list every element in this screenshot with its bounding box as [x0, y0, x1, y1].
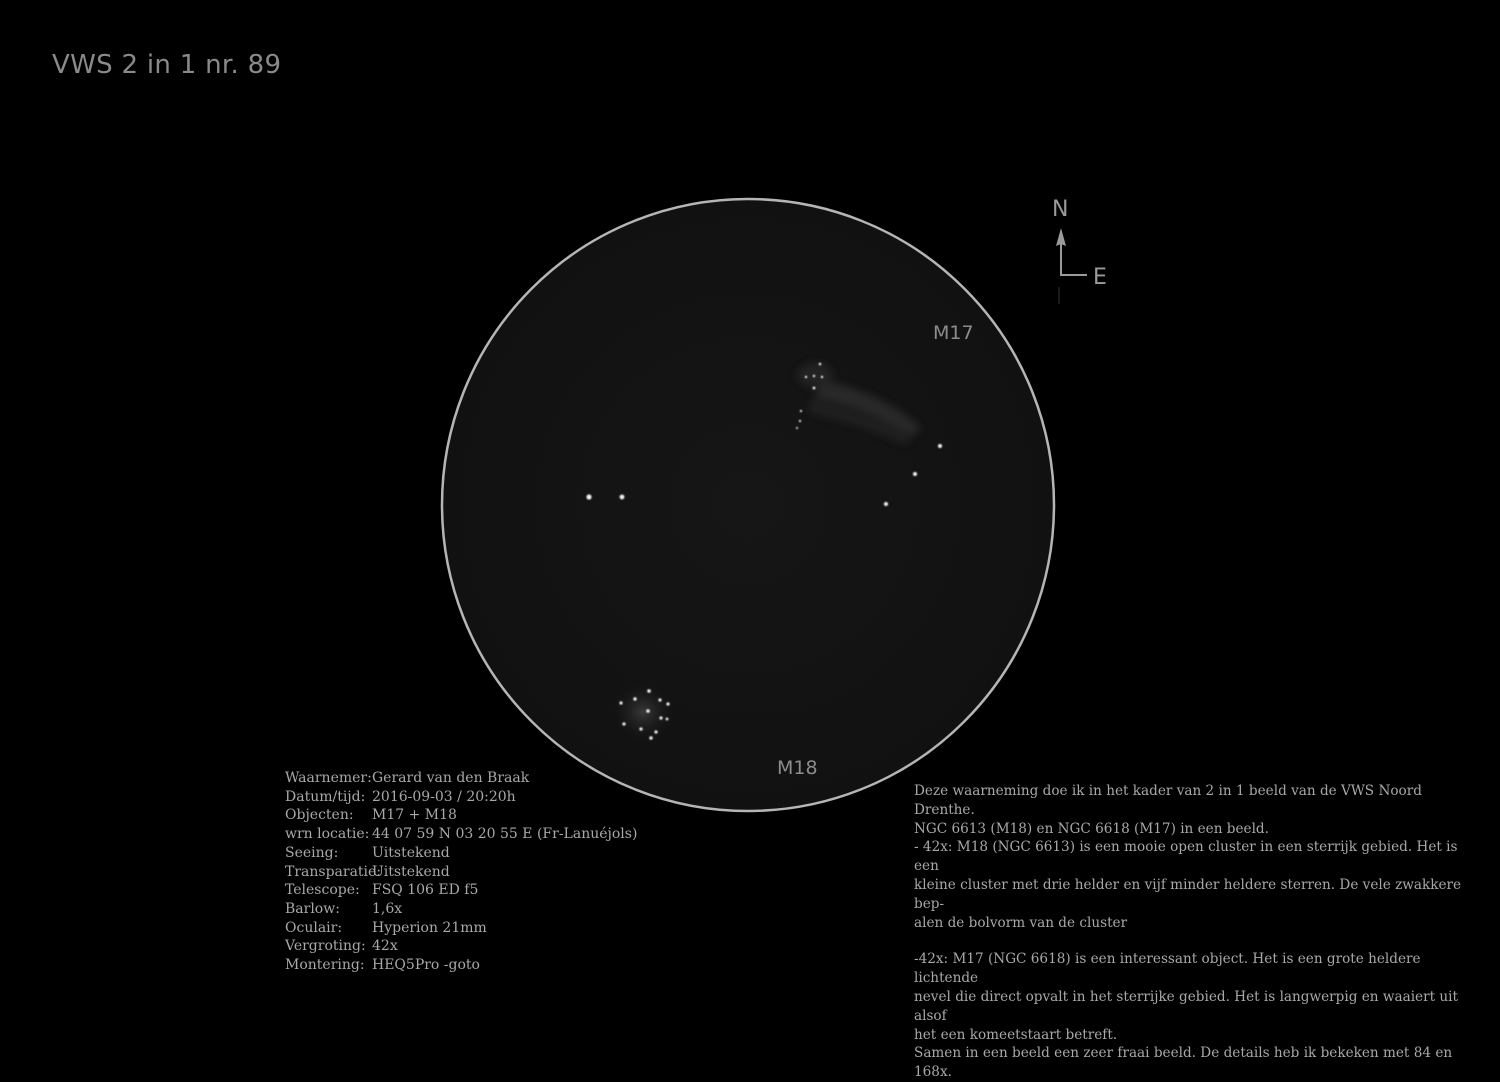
star — [813, 387, 816, 390]
star — [639, 727, 642, 730]
detail-key: Oculair: — [285, 919, 343, 936]
notes-paragraph-2: -42x: M17 (NGC 6618) is een interessant object. Het is een grote heldere lichtende nevel die direct opvalt in het sterrijke gebied. Het is langwerpig en waaiert uit alsof het een komeetstaart betreft. Samen in een beeld een zeer fraai beeld. De details heb ik bekeken met 84 en 168x. — [914, 951, 1458, 1081]
detail-key: wrn locatie: — [285, 826, 370, 843]
detail-value: HEQ5Pro -goto — [372, 957, 480, 974]
star — [805, 376, 807, 378]
detail-value: M17 + M18 — [372, 807, 457, 824]
detail-key: Transparatie: — [285, 863, 382, 880]
star — [666, 718, 669, 721]
detail-key: Barlow: — [285, 900, 340, 917]
notes-paragraph-1: Deze waarneming doe ik in het kader van 2 in 1 beeld van de VWS Noord Drenthe. NGC 6613 (M18) en NGC 6618 (M17) in een beeld. - 42x: M18 (NGC 6613) is een mooie open cluster in een sterrijk gebied. Het is een kleine cluster met drie helder en vijf minder heldere sterren. De vele zwakkere bep- alen de bolvorm van de cluster — [914, 783, 1462, 931]
detail-row — [285, 919, 637, 938]
detail-value: Hyperion 21mm — [372, 919, 487, 936]
detail-value: FSQ 106 ED f5 — [372, 882, 479, 899]
star — [799, 420, 801, 422]
detail-key: Telescope: — [285, 882, 360, 899]
star — [813, 375, 815, 377]
detail-row — [285, 863, 637, 882]
detail-key: Seeing: — [285, 844, 339, 861]
star — [658, 698, 661, 701]
detail-key: Waarnemer: — [285, 770, 372, 786]
observation-notes — [914, 782, 1474, 1082]
star — [622, 722, 625, 725]
m18-cluster-glow — [611, 682, 675, 742]
star — [586, 494, 591, 499]
star — [654, 730, 657, 733]
compass-rose — [1040, 192, 1120, 307]
star — [800, 410, 802, 412]
detail-row — [285, 769, 637, 788]
detail-row — [285, 900, 637, 919]
detail-row — [285, 937, 637, 956]
detail-row — [285, 881, 637, 900]
detail-value: 42x — [372, 938, 398, 955]
star — [938, 444, 942, 448]
star — [819, 363, 822, 366]
page-title: VWS 2 in 1 nr. 89 — [52, 50, 282, 80]
star — [666, 702, 669, 705]
compass-east-label: E — [1093, 265, 1107, 290]
detail-value: Uitstekend — [372, 863, 450, 880]
star — [659, 716, 662, 719]
field-of-view — [442, 199, 1054, 811]
star — [619, 701, 622, 704]
star — [646, 709, 650, 713]
star — [649, 736, 652, 739]
detail-value: 44 07 59 N 03 20 55 E (Fr-Lanuéjols) — [372, 826, 638, 843]
m18-label: M18 — [777, 757, 818, 779]
detail-row — [285, 825, 637, 844]
detail-key: Montering: — [285, 957, 365, 974]
detail-key: Objecten: — [285, 807, 354, 824]
m17-label: M17 — [933, 322, 974, 344]
star — [796, 427, 798, 429]
star — [821, 376, 823, 378]
detail-value: 2016-09-03 / 20:20h — [372, 788, 516, 805]
star — [620, 495, 625, 500]
detail-key: Vergroting: — [285, 938, 366, 955]
star — [633, 697, 636, 700]
detail-row — [285, 806, 637, 825]
observation-details — [285, 769, 637, 975]
detail-value: Gerard van den Braak — [372, 770, 530, 786]
detail-value: Uitstekend — [372, 844, 450, 861]
detail-key: Datum/tijd: — [285, 788, 366, 805]
detail-row — [285, 844, 637, 863]
detail-value: 1,6x — [372, 900, 403, 917]
detail-row — [285, 956, 637, 975]
compass-north-label: N — [1052, 197, 1069, 222]
star — [913, 472, 917, 476]
detail-row — [285, 788, 637, 807]
star — [884, 502, 888, 506]
star — [647, 689, 651, 693]
north-arrow-icon — [1056, 228, 1066, 246]
